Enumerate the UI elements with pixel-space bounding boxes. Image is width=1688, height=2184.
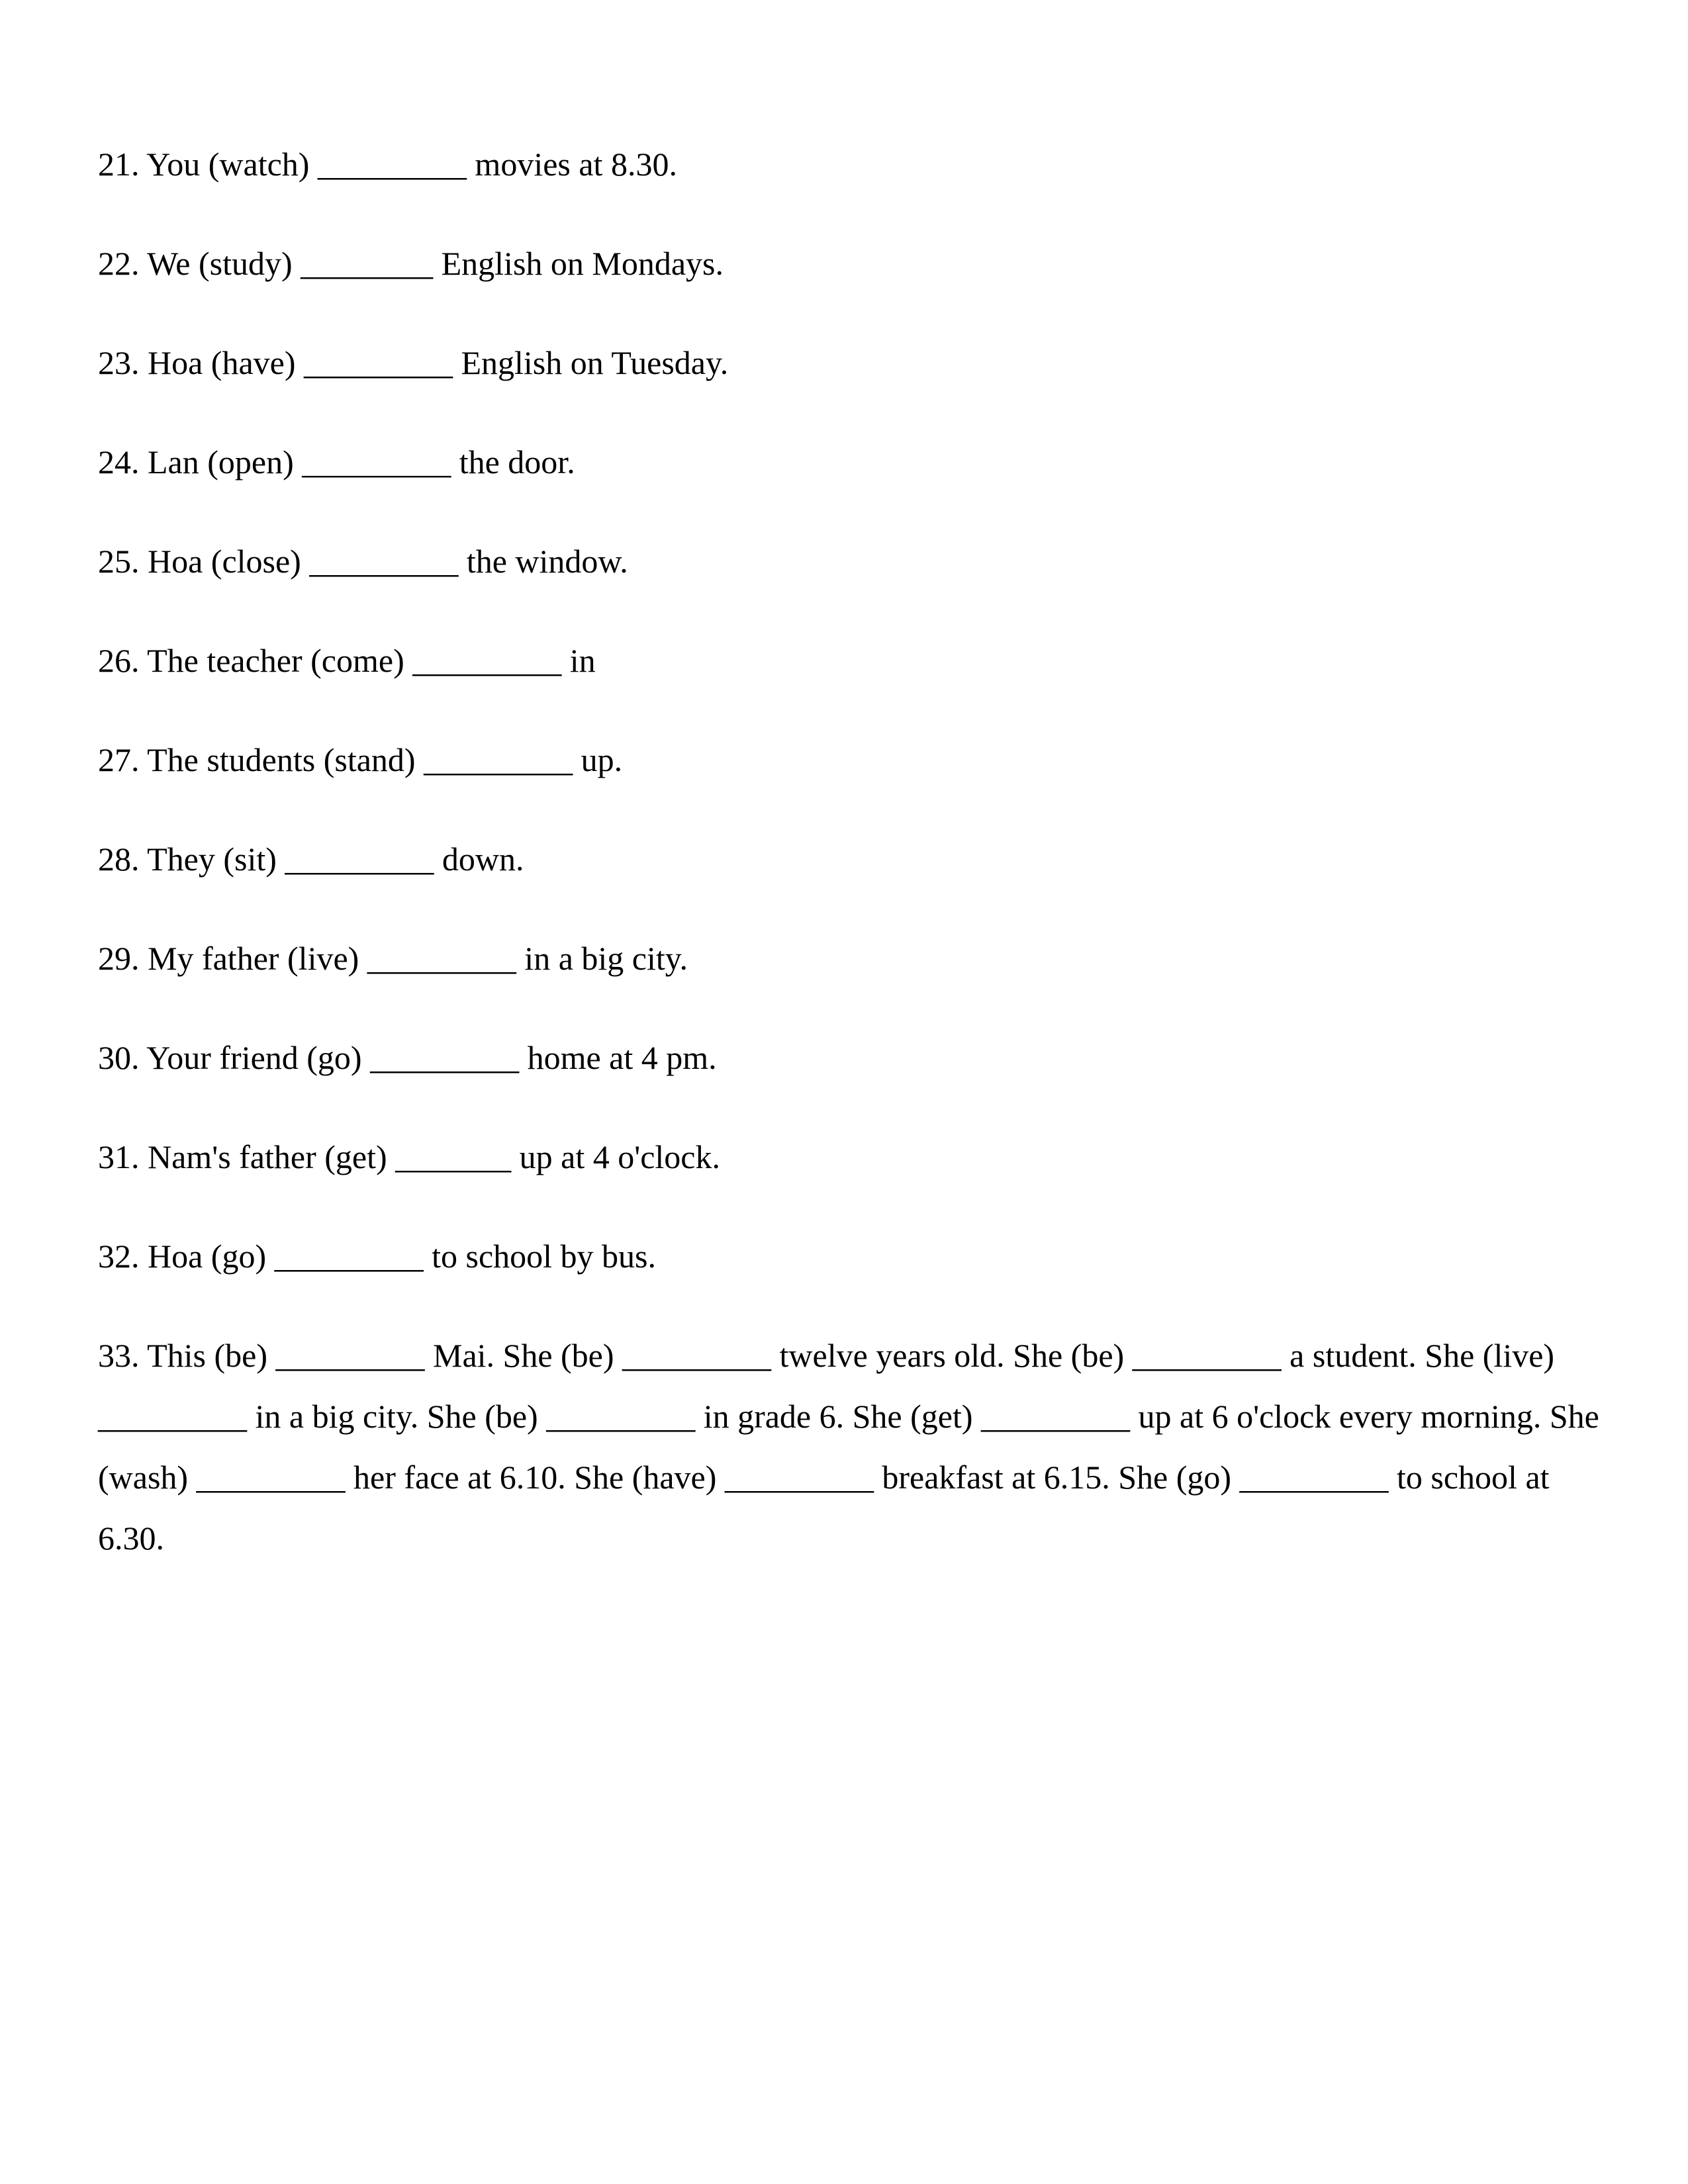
exercise-23: 23. Hoa (have) _________ English on Tuesday. — [98, 344, 729, 381]
exercise-list — [98, 134, 1611, 1607]
exercise-28: 28. They (sit) _________ down. — [98, 841, 524, 878]
exercise-32: 32. Hoa (go) _________ to school by bus. — [98, 1238, 656, 1275]
exercise-27: 27. The students (stand) _________ up. — [98, 741, 623, 778]
exercise-22: 22. We (study) ________ English on Mondays. — [98, 245, 724, 282]
exercise-24: 24. Lan (open) _________ the door. — [98, 443, 575, 480]
exercise-21: 21. You (watch) _________ movies at 8.30. — [98, 146, 677, 183]
exercise-26: 26. The teacher (come) _________ in — [98, 642, 596, 679]
exercise-29: 29. My father (live) _________ in a big city. — [98, 940, 688, 977]
exercise-30: 30. Your friend (go) _________ home at 4 pm. — [98, 1039, 717, 1076]
exercise-31: 31. Nam's father (get) _______ up at 4 o'clock. — [98, 1138, 720, 1175]
exercise-25: 25. Hoa (close) _________ the window. — [98, 543, 628, 580]
exercise-33: 33. This (be) _________ Mai. She (be) _________ twelve years old. She (be) _________ a student. She (live) _________ in a big city. She (be) _________ in grade 6. She (get) _________ up at 6 o'clock every morning. She (wash) _________ her face at 6.10. She (have) _________ breakfast at 6.15. She (go) _________ to school at 6.30. — [98, 1337, 1599, 1557]
